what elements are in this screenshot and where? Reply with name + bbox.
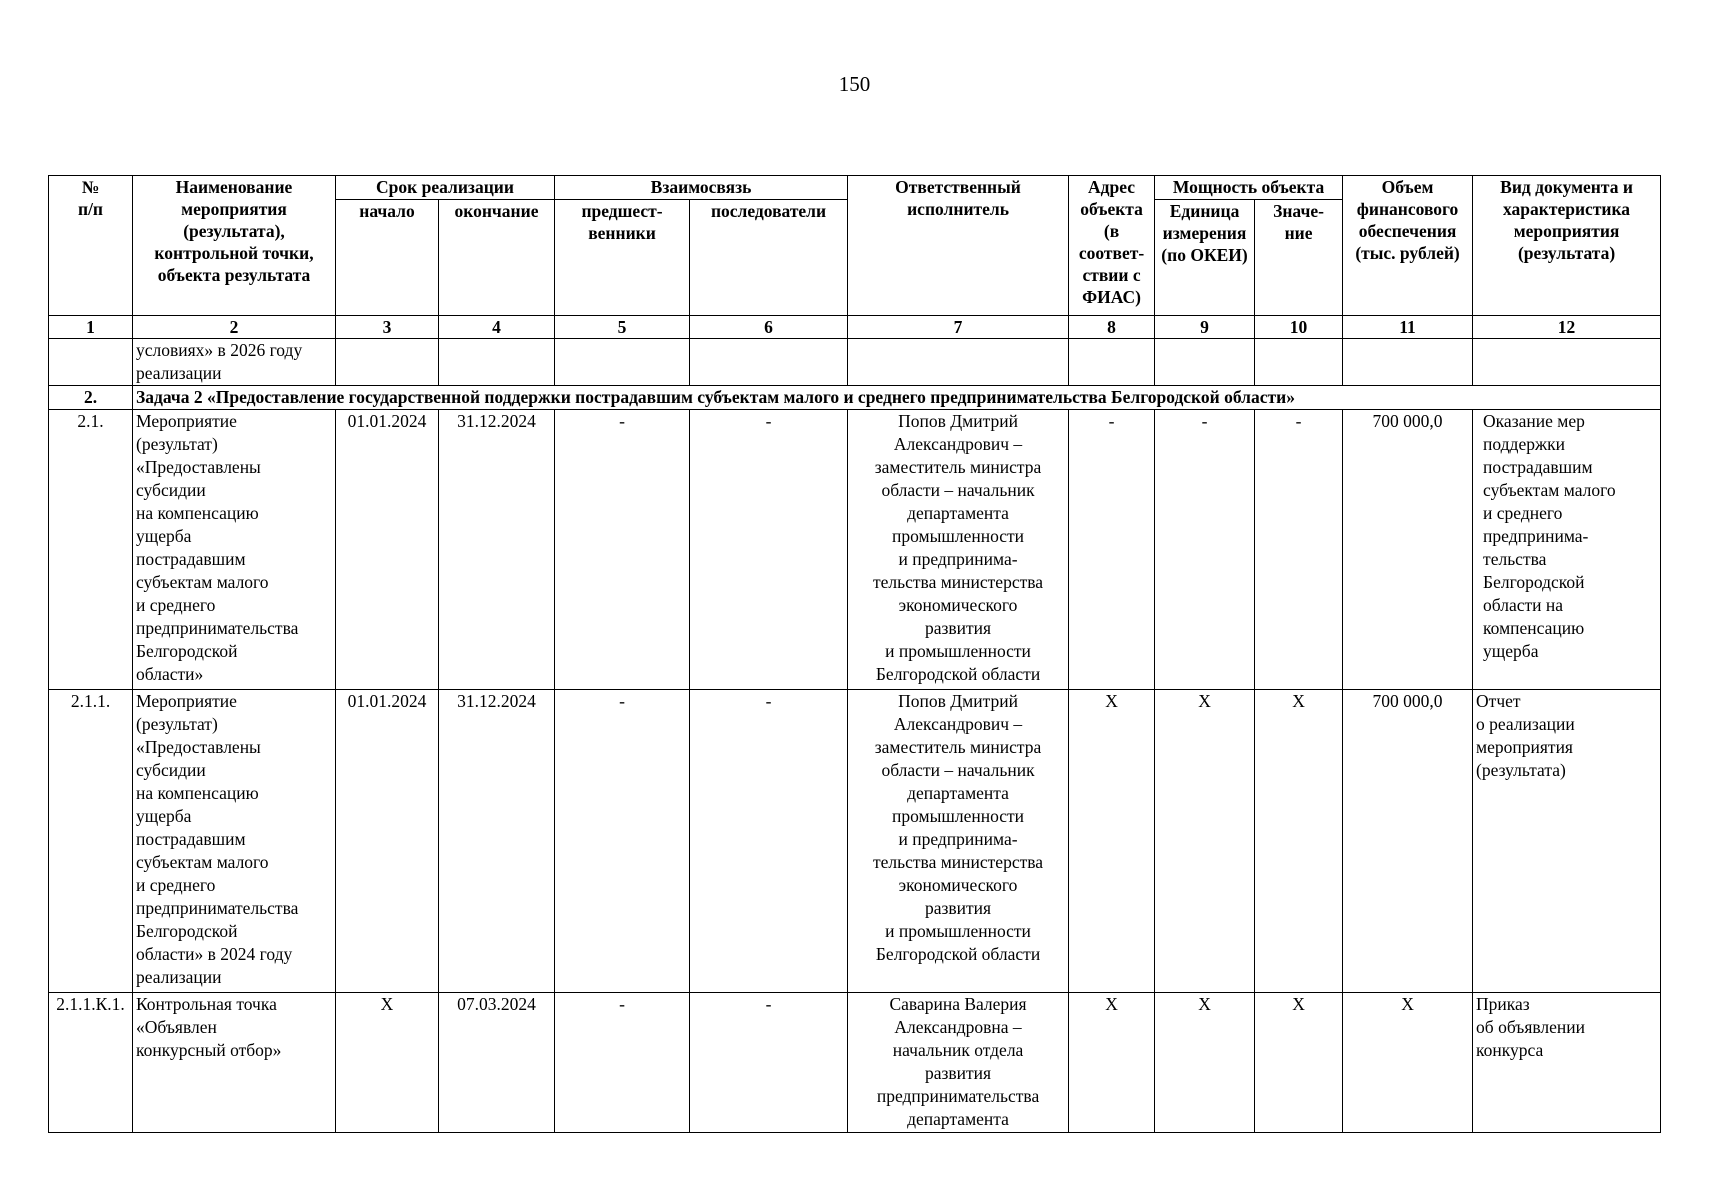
- header-responsible: Ответственный исполнитель: [848, 176, 1069, 316]
- cell-end: 31.12.2024: [439, 410, 555, 690]
- task-title: Задача 2 «Предоставление государственной поддержки пострадавшим субъектам малого и среднего предпринимательства Белгородской области»: [133, 386, 1661, 410]
- cell-responsible: Попов Дмитрий Александрович – заместитель министра области – начальник департамента промышленности и предпринима- тельства министерства экономического развития и промышленности Белгородской области: [848, 690, 1069, 993]
- cell-num: 2.: [49, 386, 133, 410]
- header-num: № п/п: [49, 176, 133, 316]
- cell-value: X: [1255, 993, 1343, 1133]
- cell-empty: [1473, 339, 1661, 386]
- header-term: Срок реализации: [336, 176, 555, 200]
- column-number: 2: [133, 316, 336, 339]
- header-term-end: окончание: [439, 200, 555, 316]
- header-unit: Единица измерения (по ОКЕИ): [1155, 200, 1255, 316]
- cell-prev: -: [555, 993, 690, 1133]
- cell-empty: [1155, 339, 1255, 386]
- header-value: Значе- ние: [1255, 200, 1343, 316]
- cell-address: X: [1069, 690, 1155, 993]
- cell-empty: [336, 339, 439, 386]
- column-number: 1: [49, 316, 133, 339]
- cell-next: -: [690, 993, 848, 1133]
- header-link-next: последователи: [690, 200, 848, 316]
- header-address: Адрес объекта (в соответ- ствии с ФИАС): [1069, 176, 1155, 316]
- table-row-continuation: [49, 339, 1661, 386]
- column-number: 12: [1473, 316, 1661, 339]
- cell-name: Мероприятие (результат) «Предоставлены субсидии на компенсацию ущерба пострадавшим субъектам малого и среднего предпринимательства Белгородской области» в 2024 году реализации: [133, 690, 336, 993]
- table-row-2-1-1: [49, 690, 1661, 993]
- column-number: 10: [1255, 316, 1343, 339]
- cell-doc: Оказание мер поддержки пострадавшим субъектам малого и среднего предпринима- тельства Белгородской области на компенсацию ущерба: [1473, 410, 1661, 690]
- header-link-prev: предшест- венники: [555, 200, 690, 316]
- cell-prev: -: [555, 410, 690, 690]
- cell-finance: X: [1343, 993, 1473, 1133]
- cell-doc: Отчет о реализации мероприятия (результата): [1473, 690, 1661, 993]
- cell-empty: [439, 339, 555, 386]
- cell-next: -: [690, 690, 848, 993]
- column-number: 11: [1343, 316, 1473, 339]
- column-number-row: [49, 316, 1661, 339]
- cell-value: X: [1255, 690, 1343, 993]
- header-doc-type: Вид документа и характеристика мероприятия (результата): [1473, 176, 1661, 316]
- column-number: 6: [690, 316, 848, 339]
- header-row-top: [49, 176, 1661, 200]
- cell-doc: Приказ об объявлении конкурса: [1473, 993, 1661, 1133]
- cell-unit: X: [1155, 690, 1255, 993]
- cell-empty: [690, 339, 848, 386]
- cell-num: 2.1.1.К.1.: [49, 993, 133, 1133]
- cell-empty: [1255, 339, 1343, 386]
- cell-responsible: Саварина Валерия Александровна – начальник отдела развития предпринимательства департамента: [848, 993, 1069, 1133]
- header-term-start: начало: [336, 200, 439, 316]
- cell-unit: -: [1155, 410, 1255, 690]
- header-power: Мощность объекта: [1155, 176, 1343, 200]
- cell-end: 31.12.2024: [439, 690, 555, 993]
- cell-responsible: Попов Дмитрий Александрович – заместитель министра области – начальник департамента промышленности и предпринима- тельства министерства экономического развития и промышленности Белгородской области: [848, 410, 1069, 690]
- table-row-2-1-1-k1: [49, 993, 1661, 1133]
- cell-empty: [555, 339, 690, 386]
- implementation-plan-table: [48, 175, 1661, 1133]
- column-number: 8: [1069, 316, 1155, 339]
- cell-start: 01.01.2024: [336, 690, 439, 993]
- column-number: 4: [439, 316, 555, 339]
- cell-num: 2.1.1.: [49, 690, 133, 993]
- cell-address: X: [1069, 993, 1155, 1133]
- cell-name: условиях» в 2026 году реализации: [133, 339, 336, 386]
- cell-prev: -: [555, 690, 690, 993]
- cell-num: [49, 339, 133, 386]
- cell-empty: [1069, 339, 1155, 386]
- header-name: Наименование мероприятия (результата), контрольной точки, объекта результата: [133, 176, 336, 316]
- column-number: 5: [555, 316, 690, 339]
- cell-start: X: [336, 993, 439, 1133]
- column-number: 3: [336, 316, 439, 339]
- header-link: Взаимосвязь: [555, 176, 848, 200]
- page-number: 150: [838, 72, 871, 96]
- cell-name: Контрольная точка «Объявлен конкурсный отбор»: [133, 993, 336, 1133]
- cell-next: -: [690, 410, 848, 690]
- cell-num: 2.1.: [49, 410, 133, 690]
- table-row-2-1: [49, 410, 1661, 690]
- table-row-task-2: [49, 386, 1661, 410]
- cell-empty: [848, 339, 1069, 386]
- column-number: 9: [1155, 316, 1255, 339]
- cell-name: Мероприятие (результат) «Предоставлены субсидии на компенсацию ущерба пострадавшим субъектам малого и среднего предпринимательства Белгородской области»: [133, 410, 336, 690]
- cell-start: 01.01.2024: [336, 410, 439, 690]
- cell-value: -: [1255, 410, 1343, 690]
- cell-address: -: [1069, 410, 1155, 690]
- cell-finance: 700 000,0: [1343, 410, 1473, 690]
- cell-empty: [1343, 339, 1473, 386]
- cell-finance: 700 000,0: [1343, 690, 1473, 993]
- column-number: 7: [848, 316, 1069, 339]
- cell-unit: X: [1155, 993, 1255, 1133]
- header-finance: Объем финансового обеспечения (тыс. рублей): [1343, 176, 1473, 316]
- cell-end: 07.03.2024: [439, 993, 555, 1133]
